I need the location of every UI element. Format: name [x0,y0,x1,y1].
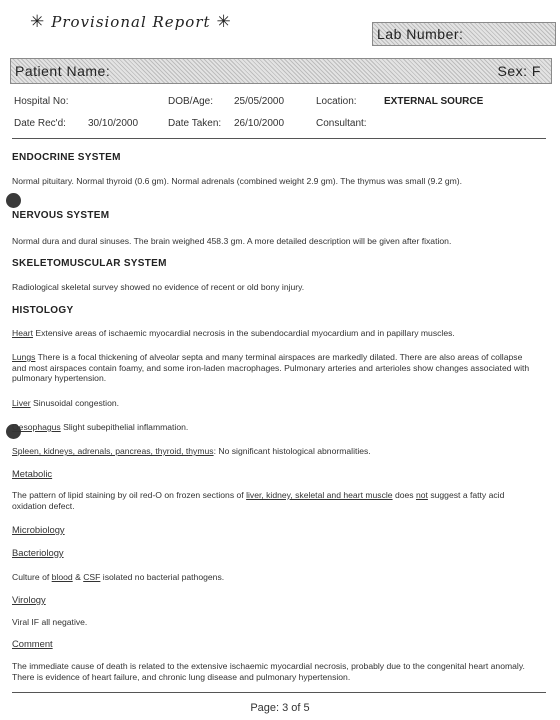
metabolic-heading: Metabolic [12,468,53,479]
histology-heading: HISTOLOGY [12,305,74,316]
metabolic-not: not [415,490,428,500]
lab-number-box [372,22,556,46]
bacteriology-paragraph [12,572,536,583]
metabolic-text-1: The pattern of lipid staining by oil red-O on frozen sections of [12,490,244,500]
bacteriology-csf: CSF [83,572,101,582]
heart-paragraph [12,328,536,339]
heart-label: Heart [12,328,34,338]
bacteriology-blood: blood [51,572,73,582]
consultant-label: Consultant: [316,118,367,129]
oesophagus-text: Slight subepithelial inflammation. [63,422,189,432]
sex-label: Sex: F [497,63,541,79]
liver-paragraph [12,398,536,409]
lab-number-label: Lab Number: [377,26,464,42]
footer-divider [12,692,546,693]
location-value: EXTERNAL SOURCE [384,96,484,107]
star-mark-left: ✳ [30,12,46,32]
metabolic-tissues: liver, kidney, skeletal and heart muscle [246,490,393,500]
heart-text: Extensive areas of ischaemic myocardial necrosis in the subendocardial myocardium and in papillary muscles. [35,328,455,338]
date-taken-label: Date Taken: [168,118,222,129]
skeletal-heading: SKELETOMUSCULAR SYSTEM [12,258,167,269]
date-recd-value: 30/10/2000 [88,118,139,129]
hospital-no-label: Hospital No: [14,96,69,107]
oesophagus-label: Oesophagus [12,422,61,432]
other-organs-text: : No significant histological abnormalities. [213,446,371,456]
microbiology-heading: Microbiology [12,524,65,535]
dob-label: DOB/Age: [168,96,214,107]
bacteriology-amp: & [75,572,81,582]
lungs-label: Lungs [12,352,36,362]
virology-heading: Virology [12,594,46,605]
nervous-heading: NERVOUS SYSTEM [12,210,110,221]
liver-text: Sinusoidal congestion. [33,398,120,408]
star-mark-right: ✳ [216,12,232,32]
bacteriology-heading: Bacteriology [12,547,64,558]
page-number: Page: 3 of 5 [250,702,310,714]
lungs-paragraph [12,352,536,384]
bacteriology-text-1: Culture of [12,572,50,582]
header-divider [12,138,546,139]
comment-text: The immediate cause of death is related to the extensive ischaemic myocardial necrosis, probably due to the congenital heart anomaly. There is evidence of heart failure, and chronic lung disease and pulmonary hypertension. [12,661,525,682]
metabolic-text-2: does [394,490,414,500]
patient-name-label: Patient Name: [15,63,111,79]
bacteriology-text-2: isolated no bacterial pathogens. [102,572,225,582]
endocrine-heading: ENDOCRINE SYSTEM [12,152,121,163]
lungs-text: There is a focal thickening of alveolar septa and many terminal airspaces are markedly dilated. There are also areas of collapse and most airspaces contain foamy, and some iron-laden macrophages. Pulmonary arteries and arterioles show changes associated with pulmonary hypertension. [12,352,530,383]
virology-text: Viral IF all negative. [12,617,88,627]
punch-hole-top [6,193,21,208]
metabolic-paragraph [12,490,536,511]
other-organs-label: Spleen, kidneys, adrenals, pancreas, thyroid, thymus [12,446,214,456]
patient-name-box [10,58,552,84]
date-recd-label: Date Rec'd: [14,118,66,129]
handwritten-title [24,12,238,32]
endocrine-text: Normal pituitary. Normal thyroid (0.6 gm). Normal adrenals (combined weight 2.9 gm). The thymus was small (9.2 gm). [12,176,463,186]
dob-value: 25/05/2000 [234,96,285,107]
metabolic-text-3: suggest a fatty acid oxidation defect. [12,490,505,511]
other-organs-paragraph [12,446,536,457]
comment-heading: Comment [12,638,53,649]
date-taken-value: 26/10/2000 [234,118,285,129]
handwritten-title-text: Provisional Report [51,13,211,31]
liver-label: Liver [12,398,31,408]
nervous-text: Normal dura and dural sinuses. The brain weighed 458.3 gm. A more detailed description will be given after fixation. [12,236,452,246]
location-label: Location: [316,96,357,107]
oesophagus-paragraph [12,422,536,433]
skeletal-text: Radiological skeletal survey showed no evidence of recent or old bony injury. [12,282,305,292]
